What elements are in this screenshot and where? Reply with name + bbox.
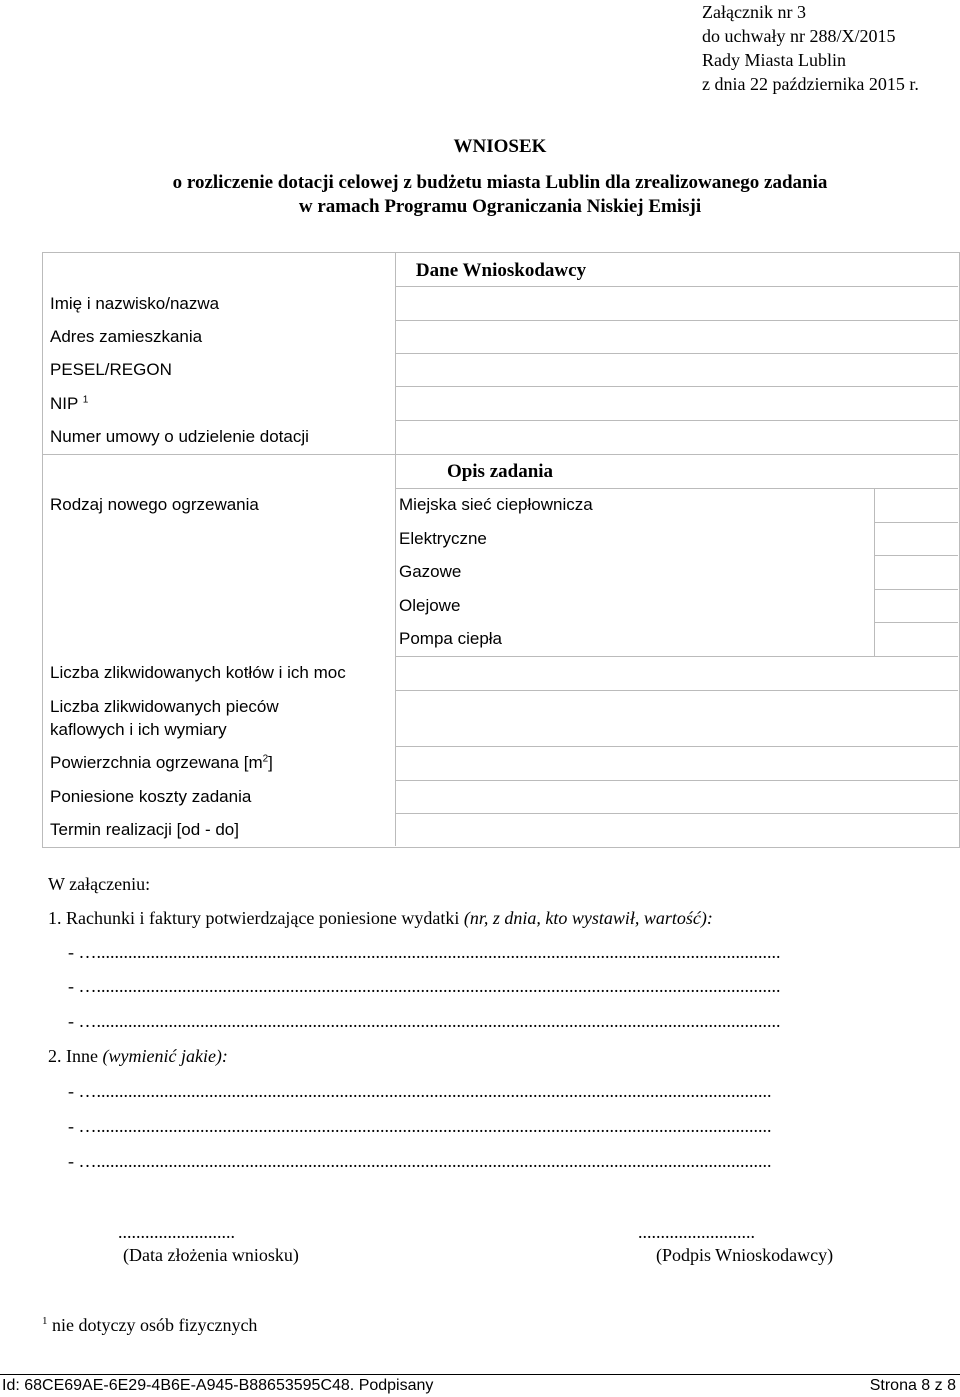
address-label: Adres zamieszkania — [50, 327, 203, 346]
nip-footnote-mark: 1 — [82, 394, 89, 406]
heating-type-label: Rodzaj nowego ogrzewania — [50, 495, 259, 514]
checkbox-line — [874, 522, 958, 523]
row-line — [395, 746, 958, 747]
checkbox-line — [874, 622, 958, 623]
row-line — [395, 320, 958, 321]
heating-option: Elektryczne — [399, 529, 487, 548]
heating-option: Pompa ciepła — [399, 629, 503, 648]
document-title: WNIOSEK — [453, 136, 547, 157]
area-label — [50, 753, 273, 773]
checkbox-line — [874, 589, 958, 590]
fill-line: - …........................................................................................................................................................ — [68, 942, 781, 962]
area-bracket: ] — [268, 753, 273, 772]
stoves-label-2: kaflowych i ich wymiary — [50, 720, 227, 739]
row-line — [395, 286, 958, 287]
checkbox-line — [874, 555, 958, 556]
checkbox-column — [874, 488, 875, 656]
area-unit-exponent: 2 — [262, 753, 269, 765]
footer-document-id: Id: 68CE69AE-6E29-4B6E-A945-B88653595C48. Podpisany — [2, 1377, 434, 1394]
nip-label — [50, 394, 88, 414]
applicant-signature-line: .......................... — [638, 1222, 755, 1242]
applicant-header: Dane Wnioskodawcy — [415, 260, 587, 281]
page-footer — [0, 1374, 960, 1397]
fill-line: - …........................................................................................................................................................ — [68, 1011, 781, 1031]
costs-label: Poniesione koszty zadania — [50, 787, 252, 806]
date-signature-line: .......................... — [118, 1222, 235, 1242]
row-line — [395, 690, 958, 691]
attachment-item-2-hint: (wymienić jakie): — [102, 1046, 228, 1066]
row-line — [395, 780, 958, 781]
column-divider — [395, 252, 396, 846]
row-line — [395, 353, 958, 354]
applicant-signature-label: (Podpis Wnioskodawcy) — [656, 1245, 834, 1265]
annex-line-1: Załącznik nr 3 — [702, 2, 806, 22]
nip-text: NIP — [50, 394, 79, 413]
footer-page-number: Strona 8 z 8 — [869, 1377, 956, 1394]
annex-header — [702, 0, 919, 96]
fill-line: - …...................................................................................................................................................... — [68, 1081, 772, 1101]
term-label: Termin realizacji [od - do] — [50, 820, 239, 839]
fill-line: - …........................................................................................................................................................ — [68, 976, 781, 996]
heating-option: Olejowe — [399, 596, 461, 615]
row-line — [395, 813, 958, 814]
document-subtitle-1: o rozliczenie dotacji celowej z budżetu miasta Lublin dla zrealizowanego zadania — [172, 172, 828, 193]
heating-option: Gazowe — [399, 562, 462, 581]
section-line — [42, 454, 958, 455]
attachment-item-2-text: 2. Inne — [48, 1046, 103, 1066]
attachment-item-2 — [48, 1046, 228, 1067]
fill-line: - …...................................................................................................................................................... — [68, 1151, 772, 1171]
annex-line-2: do uchwały nr 288/X/2015 — [702, 26, 896, 46]
boilers-label: Liczba zlikwidowanych kotłów i ich moc — [50, 663, 346, 682]
fill-line: - …...................................................................................................................................................... — [68, 1116, 772, 1136]
row-line — [395, 420, 958, 421]
area-text: Powierzchnia ogrzewana [m — [50, 753, 263, 772]
date-signature-label: (Data złożenia wniosku) — [123, 1245, 299, 1265]
pesel-label: PESEL/REGON — [50, 360, 172, 379]
annex-line-3: Rady Miasta Lublin — [702, 50, 846, 70]
heating-option: Miejska sieć ciepłownicza — [399, 495, 593, 514]
footnote — [42, 1315, 257, 1336]
contract-label: Numer umowy o udzielenie dotacji — [50, 427, 309, 446]
row-line — [395, 386, 958, 387]
footnote-text: nie dotyczy osób fizycznych — [52, 1315, 258, 1335]
attachments-header: W załączeniu: — [48, 874, 151, 894]
row-line — [395, 656, 958, 657]
attachment-item-1-hint: (nr, z dnia, kto wystawił, wartość): — [463, 908, 713, 928]
document-subtitle-2: w ramach Programu Ograniczania Niskiej Emisji — [298, 196, 702, 217]
task-header: Opis zadania — [446, 461, 554, 482]
stoves-label-1: Liczba zlikwidowanych pieców — [50, 697, 279, 716]
attachment-item-1 — [48, 908, 713, 929]
attachment-item-1-text: 1. Rachunki i faktury potwierdzające poniesione wydatki — [48, 908, 464, 928]
name-label: Imię i nazwisko/nazwa — [50, 294, 220, 313]
footnote-mark: 1 — [42, 1315, 48, 1327]
annex-line-4: z dnia 22 października 2015 r. — [702, 74, 919, 94]
